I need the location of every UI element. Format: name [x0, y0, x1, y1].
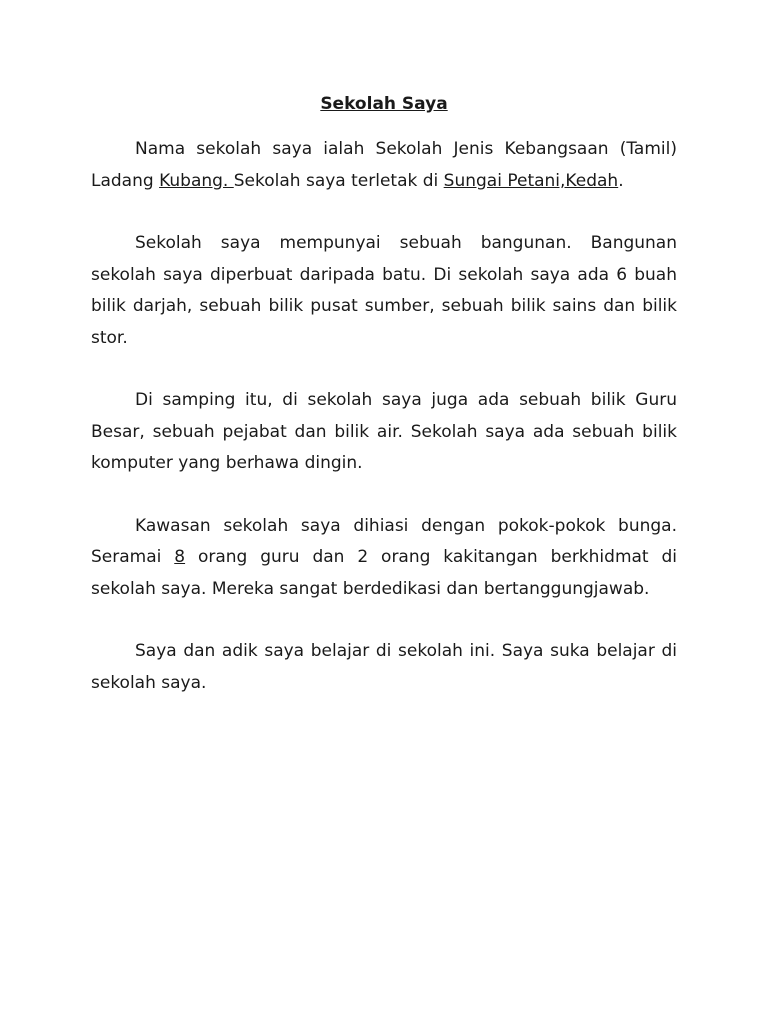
paragraph-4-text-b: orang guru dan 2 orang kakitangan berkhidmat di sekolah saya. Mereka sangat berdedikasi dan bertanggungjawab. — [91, 547, 677, 599]
paragraph-5: Saya dan adik saya belajar di sekolah ini. Saya suka belajar di sekolah saya. — [91, 641, 677, 693]
document-title: Sekolah Saya — [320, 94, 448, 114]
paragraph-1-text-b: Sekolah saya terletak di — [233, 170, 444, 191]
paragraph-4 — [91, 511, 677, 606]
paragraph-2: Sekolah saya mempunyai sebuah bangunan. Bangunan sekolah saya diperbuat daripada batu. Di sekolah saya ada 6 buah bilik darjah, sebuah bilik pusat sumber, sebuah bilik sains dan bilik stor. — [91, 233, 677, 348]
paragraph-4-text-a: Kawasan sekolah saya dihiasi dengan pokok-pokok bunga. Seramai — [91, 515, 677, 567]
underlined-number: 8 — [174, 547, 186, 567]
paragraph-1-text-c: . — [618, 170, 624, 191]
underlined-place-sungai-petani: Sungai Petani,Kedah — [443, 170, 619, 191]
paragraph-3: Di samping itu, di sekolah saya juga ada sebuah bilik Guru Besar, sebuah pejabat dan bilik air. Sekolah saya ada sebuah bilik komputer yang berhawa dingin. — [91, 390, 677, 473]
document-page — [91, 90, 677, 730]
paragraph-1 — [91, 134, 677, 197]
underlined-place-kubang: Kubang. — [159, 170, 234, 191]
paragraph-1-text-a: Nama sekolah saya ialah Sekolah Jenis Kebangsaan (Tamil) Ladang — [91, 139, 677, 191]
